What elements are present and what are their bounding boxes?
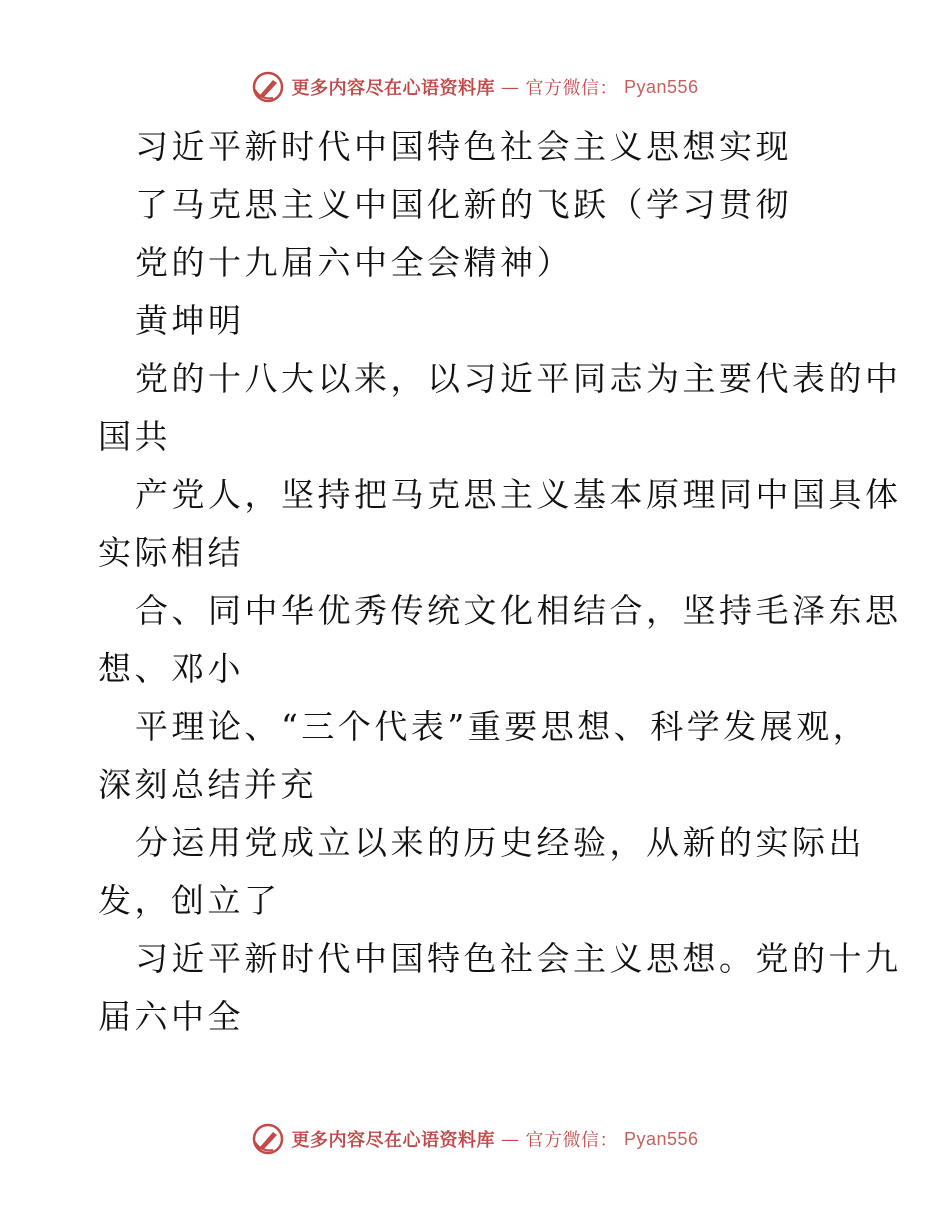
text-line: 了马克思主义中国化新的飞跃（学习贯彻 <box>135 185 792 224</box>
text-line: 习近平新时代中国特色社会主义思想。党的十九 <box>135 939 902 978</box>
watermark-suffix-text: 官方微信： <box>525 78 618 99</box>
pen-circle-logo-icon <box>251 70 285 104</box>
text-line: 深刻总结并充 <box>98 765 317 804</box>
watermark-separator: — <box>500 76 520 98</box>
text-line: 分运用党成立以来的历史经验，从新的实际出 <box>135 823 865 862</box>
text-line: 习近平新时代中国特色社会主义思想实现 <box>135 127 792 166</box>
watermark-account: Pyan556 <box>623 1128 699 1149</box>
text-line: 党的十九届六中全会精神） <box>135 243 573 282</box>
text-line: 国共 <box>98 417 171 456</box>
watermark-separator: — <box>500 1128 520 1150</box>
text-line: 黄坤明 <box>135 301 245 340</box>
watermark-main-text: 更多内容尽在心语资料库 <box>291 1130 495 1151</box>
watermark-account: Pyan556 <box>623 76 699 97</box>
text-line: 实际相结 <box>98 533 244 572</box>
header-watermark <box>0 70 950 104</box>
text-line: 想、邓小 <box>98 649 244 688</box>
document-body <box>98 118 902 1046</box>
text-line: 届六中全 <box>98 997 244 1036</box>
watermark-main-text: 更多内容尽在心语资料库 <box>291 78 495 99</box>
text-line: 平理论、“三个代表”重要思想、科学发展观， <box>135 707 870 746</box>
text-line: 产党人，坚持把马克思主义基本原理同中国具体 <box>135 475 902 514</box>
footer-watermark <box>0 1122 950 1156</box>
pen-circle-logo-icon <box>251 1122 285 1156</box>
text-line: 发，创立了 <box>98 881 281 920</box>
watermark-suffix-text: 官方微信： <box>525 1130 618 1151</box>
text-line: 合、同中华优秀传统文化相结合，坚持毛泽东思 <box>135 591 902 630</box>
text-line: 党的十八大以来，以习近平同志为主要代表的中 <box>135 359 902 398</box>
